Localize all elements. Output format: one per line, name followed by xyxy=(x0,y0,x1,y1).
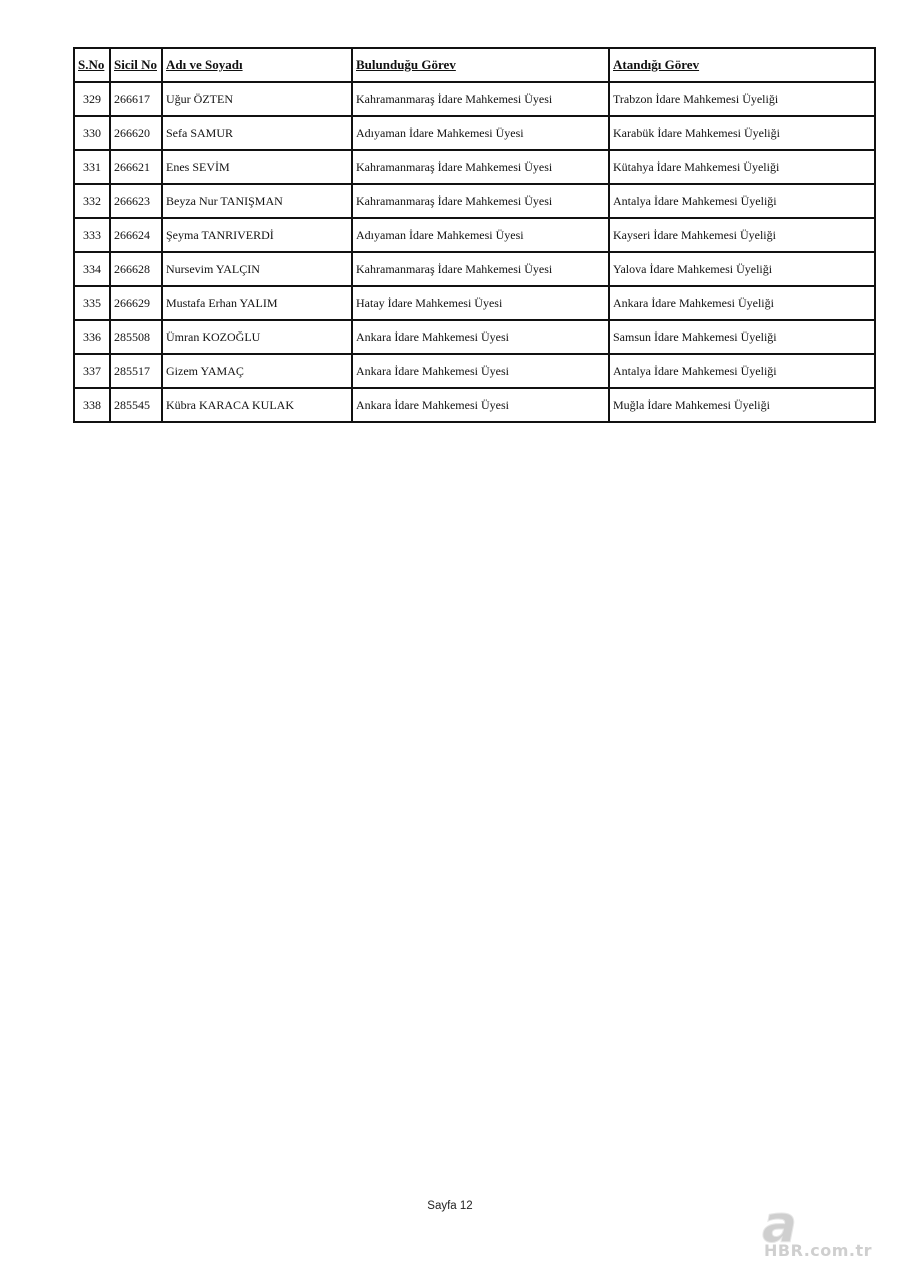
table-row xyxy=(74,184,875,218)
cell-name: Nursevim YALÇIN xyxy=(162,252,352,286)
cell-sno: 331 xyxy=(74,150,110,184)
cell-sicil-no: 266620 xyxy=(110,116,162,150)
page-number: Sayfa 12 xyxy=(427,1200,473,1212)
cell-sicil-no: 266617 xyxy=(110,82,162,116)
cell-assigned-post: Kütahya İdare Mahkemesi Üyeliği xyxy=(609,150,875,184)
appointments-table xyxy=(73,47,876,423)
cell-name: Beyza Nur TANIŞMAN xyxy=(162,184,352,218)
cell-sicil-no: 266621 xyxy=(110,150,162,184)
watermark-brand-text: HBR.com.tr xyxy=(764,1241,873,1260)
cell-sicil-no: 266629 xyxy=(110,286,162,320)
cell-sno: 336 xyxy=(74,320,110,354)
cell-current-post: Adıyaman İdare Mahkemesi Üyesi xyxy=(352,218,609,252)
table-row xyxy=(74,116,875,150)
cell-sicil-no: 285545 xyxy=(110,388,162,422)
hbr-watermark-logo xyxy=(754,1198,894,1260)
cell-current-post: Ankara İdare Mahkemesi Üyesi xyxy=(352,354,609,388)
table-row xyxy=(74,286,875,320)
cell-assigned-post: Yalova İdare Mahkemesi Üyeliği xyxy=(609,252,875,286)
header-current-post: Bulunduğu Görev xyxy=(352,48,609,82)
cell-sicil-no: 266628 xyxy=(110,252,162,286)
cell-name: Kübra KARACA KULAK xyxy=(162,388,352,422)
watermark-logo-letter: a xyxy=(762,1198,798,1255)
cell-name: Ümran KOZOĞLU xyxy=(162,320,352,354)
cell-name: Enes SEVİM xyxy=(162,150,352,184)
table-row xyxy=(74,320,875,354)
cell-sicil-no: 266624 xyxy=(110,218,162,252)
table-row xyxy=(74,252,875,286)
cell-assigned-post: Ankara İdare Mahkemesi Üyeliği xyxy=(609,286,875,320)
cell-assigned-post: Karabük İdare Mahkemesi Üyeliği xyxy=(609,116,875,150)
table-row xyxy=(74,218,875,252)
cell-assigned-post: Samsun İdare Mahkemesi Üyeliği xyxy=(609,320,875,354)
cell-assigned-post: Kayseri İdare Mahkemesi Üyeliği xyxy=(609,218,875,252)
cell-sno: 334 xyxy=(74,252,110,286)
cell-assigned-post: Trabzon İdare Mahkemesi Üyeliği xyxy=(609,82,875,116)
cell-name: Gizem YAMAÇ xyxy=(162,354,352,388)
table-row xyxy=(74,82,875,116)
cell-current-post: Ankara İdare Mahkemesi Üyesi xyxy=(352,320,609,354)
cell-current-post: Kahramanmaraş İdare Mahkemesi Üyesi xyxy=(352,150,609,184)
cell-sicil-no: 285517 xyxy=(110,354,162,388)
cell-sno: 333 xyxy=(74,218,110,252)
header-sicil-no: Sicil No xyxy=(110,48,162,82)
cell-current-post: Kahramanmaraş İdare Mahkemesi Üyesi xyxy=(352,184,609,218)
header-assigned-post: Atandığı Görev xyxy=(609,48,875,82)
cell-sno: 335 xyxy=(74,286,110,320)
cell-current-post: Kahramanmaraş İdare Mahkemesi Üyesi xyxy=(352,82,609,116)
table-row xyxy=(74,354,875,388)
cell-current-post: Kahramanmaraş İdare Mahkemesi Üyesi xyxy=(352,252,609,286)
cell-name: Mustafa Erhan YALIM xyxy=(162,286,352,320)
cell-sno: 329 xyxy=(74,82,110,116)
header-sno: S.No xyxy=(74,48,110,82)
cell-current-post: Ankara İdare Mahkemesi Üyesi xyxy=(352,388,609,422)
cell-sno: 330 xyxy=(74,116,110,150)
cell-name: Şeyma TANRIVERDİ xyxy=(162,218,352,252)
cell-current-post: Hatay İdare Mahkemesi Üyesi xyxy=(352,286,609,320)
cell-sicil-no: 285508 xyxy=(110,320,162,354)
cell-sno: 332 xyxy=(74,184,110,218)
cell-assigned-post: Antalya İdare Mahkemesi Üyeliği xyxy=(609,354,875,388)
cell-sno: 337 xyxy=(74,354,110,388)
table-row xyxy=(74,150,875,184)
cell-sicil-no: 266623 xyxy=(110,184,162,218)
cell-assigned-post: Antalya İdare Mahkemesi Üyeliği xyxy=(609,184,875,218)
cell-name: Uğur ÖZTEN xyxy=(162,82,352,116)
table-row xyxy=(74,388,875,422)
cell-name: Sefa SAMUR xyxy=(162,116,352,150)
cell-assigned-post: Muğla İdare Mahkemesi Üyeliği xyxy=(609,388,875,422)
table-header-row xyxy=(74,48,875,82)
header-name: Adı ve Soyadı xyxy=(162,48,352,82)
cell-current-post: Adıyaman İdare Mahkemesi Üyesi xyxy=(352,116,609,150)
cell-sno: 338 xyxy=(74,388,110,422)
